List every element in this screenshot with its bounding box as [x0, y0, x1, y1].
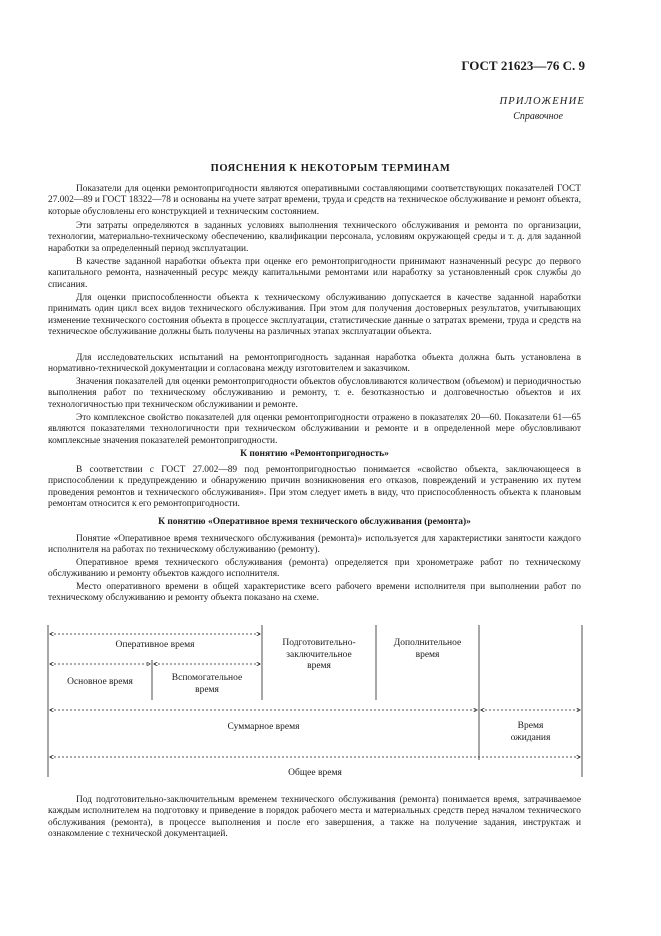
section2-paragraph-1: Понятие «Оперативное время технического обслуживания (ремонта)» используется для характеристики занятости каждого исполнителя на работах по техническому обслуживанию (ремонту).: [48, 534, 581, 556]
section1-paragraph-1: В соответствии с ГОСТ 27.002—89 под ремонтопригодностью понимается «свойство объекта, заключающееся в приспособлении к предупреждению и обнаружению причин возникновения его отказов, повреждений и устранению их путем проведения ремонтов и технического обслуживания». При этом следует иметь в виду, что приспособленность объекта к плановым ремонтам относится к его ремонтопригодности.: [48, 465, 581, 510]
intro-paragraph-1: Показатели для оценки ремонтопригодности являются оперативными составляющими соответствующих показателей ГОСТ 27.002—89 и ГОСТ 18322—78 и основаны на учете затрат времени, труда и средств на техническое обслуживание и ремонт объекта, которые обусловлены его конструкцией и техническим состоянием.: [48, 184, 581, 217]
intro-paragraph-5: Для исследовательских испытаний на ремонтопригодность заданная наработка объекта должна быть установлена в нормативно-технической документации и согласована между изготовителем и заказчиком.: [48, 353, 581, 375]
section2-paragraph-2: Оперативное время технического обслуживания (ремонта) определяется при хронометраже работ по техническому обслуживанию и ремонту объектов каждого исполнителя.: [48, 558, 581, 580]
intro-paragraph-6: Значения показателей для оценки ремонтопригодности объектов обусловливаются количеством (объемом) и периодичностью выполнения работ по техническому обслуживанию и ремонту, т. е. безотказностью и долговечностью объектов и их технологичностью при техническом обслуживании и ремонте.: [48, 377, 581, 410]
section-heading-operative-time: К понятию «Оперативное время технического обслуживания (ремонта)»: [158, 517, 471, 527]
appendix-label: ПРИЛОЖЕНИЕ: [499, 96, 585, 107]
appendix-type: Справочное: [513, 111, 563, 122]
intro-paragraph-4: Для оценки приспособленности объекта к техническому обслуживанию допускается в качестве заданной наработки принимать один цикл всех видов технического обслуживания. При этом для получения достоверных результатов, учитывающих изменение технического состояния объекта в процессе эксплуатации, статистические данные о затратах времени, труда и средств на техническое обслуживание должны быть получены на различных этапах эксплуатации объекта.: [48, 293, 581, 338]
label-additional-time: Дополнительное время: [393, 638, 462, 660]
label-waiting-time: Время ожидания: [510, 721, 551, 743]
label-overall-time: Общее время: [288, 768, 342, 778]
document-title: ПОЯСНЕНИЯ К НЕКОТОРЫМ ТЕРМИНАМ: [210, 163, 451, 174]
page-header: ГОСТ 21623—76 С. 9: [461, 58, 585, 73]
label-operative-time: Оперативное время: [115, 640, 195, 650]
intro-paragraph-3: В качестве заданной наработки объекта при оценке его ремонтопригодности принимают назначенный ресурс до первого капитального ремонта, назначенный ресурс между капитальными ремонтами или наработку за установленный срок службы до списания.: [48, 257, 581, 290]
intro-paragraph-7: Это комплексное свойство показателей для оценки ремонтопригодности отражено в показателях 20—60. Показатели 61—65 являются показателями технологичности при техническом обслуживании и ремонте и в определенной мере обусловливают комплексные значения показателей ремонтопригодности.: [48, 413, 581, 446]
label-auxiliary-time: Вспомогательное время: [171, 673, 243, 695]
label-prep-final-time: Подготовительно- заключительное время: [282, 638, 356, 671]
section2-paragraph-3: Место оперативного времени в общей характеристике всего рабочего времени исполнителя при выполнении работ по техническому обслуживанию и ремонту объекта показано на схеме.: [48, 582, 581, 604]
intro-paragraph-2: Эти затраты определяются в заданных условиях выполнения технического обслуживания и ремонта по организации, технологии, материально-техническому обеспечению, квалификации персонала, условиям окружающей среды и т. д. для заданной наработки за определенный период эксплуатации.: [48, 221, 581, 254]
section-heading-maintainability: К понятию «Ремонтопригодность»: [240, 449, 389, 459]
closing-paragraph: Под подготовительно-заключительным временем технического обслуживания (ремонта) понимается время, затрачиваемое каждым исполнителем на подготовку и приведение в порядок рабочего места и материальных средств перед началом технического обслуживания (ремонта), в процессе выполнения и после его завершения, а также на получение задания, инструктаж и ознакомление с технической документацией.: [48, 795, 581, 840]
label-basic-time: Основное время: [67, 677, 133, 687]
label-total-sum-time: Суммарное время: [227, 722, 300, 732]
